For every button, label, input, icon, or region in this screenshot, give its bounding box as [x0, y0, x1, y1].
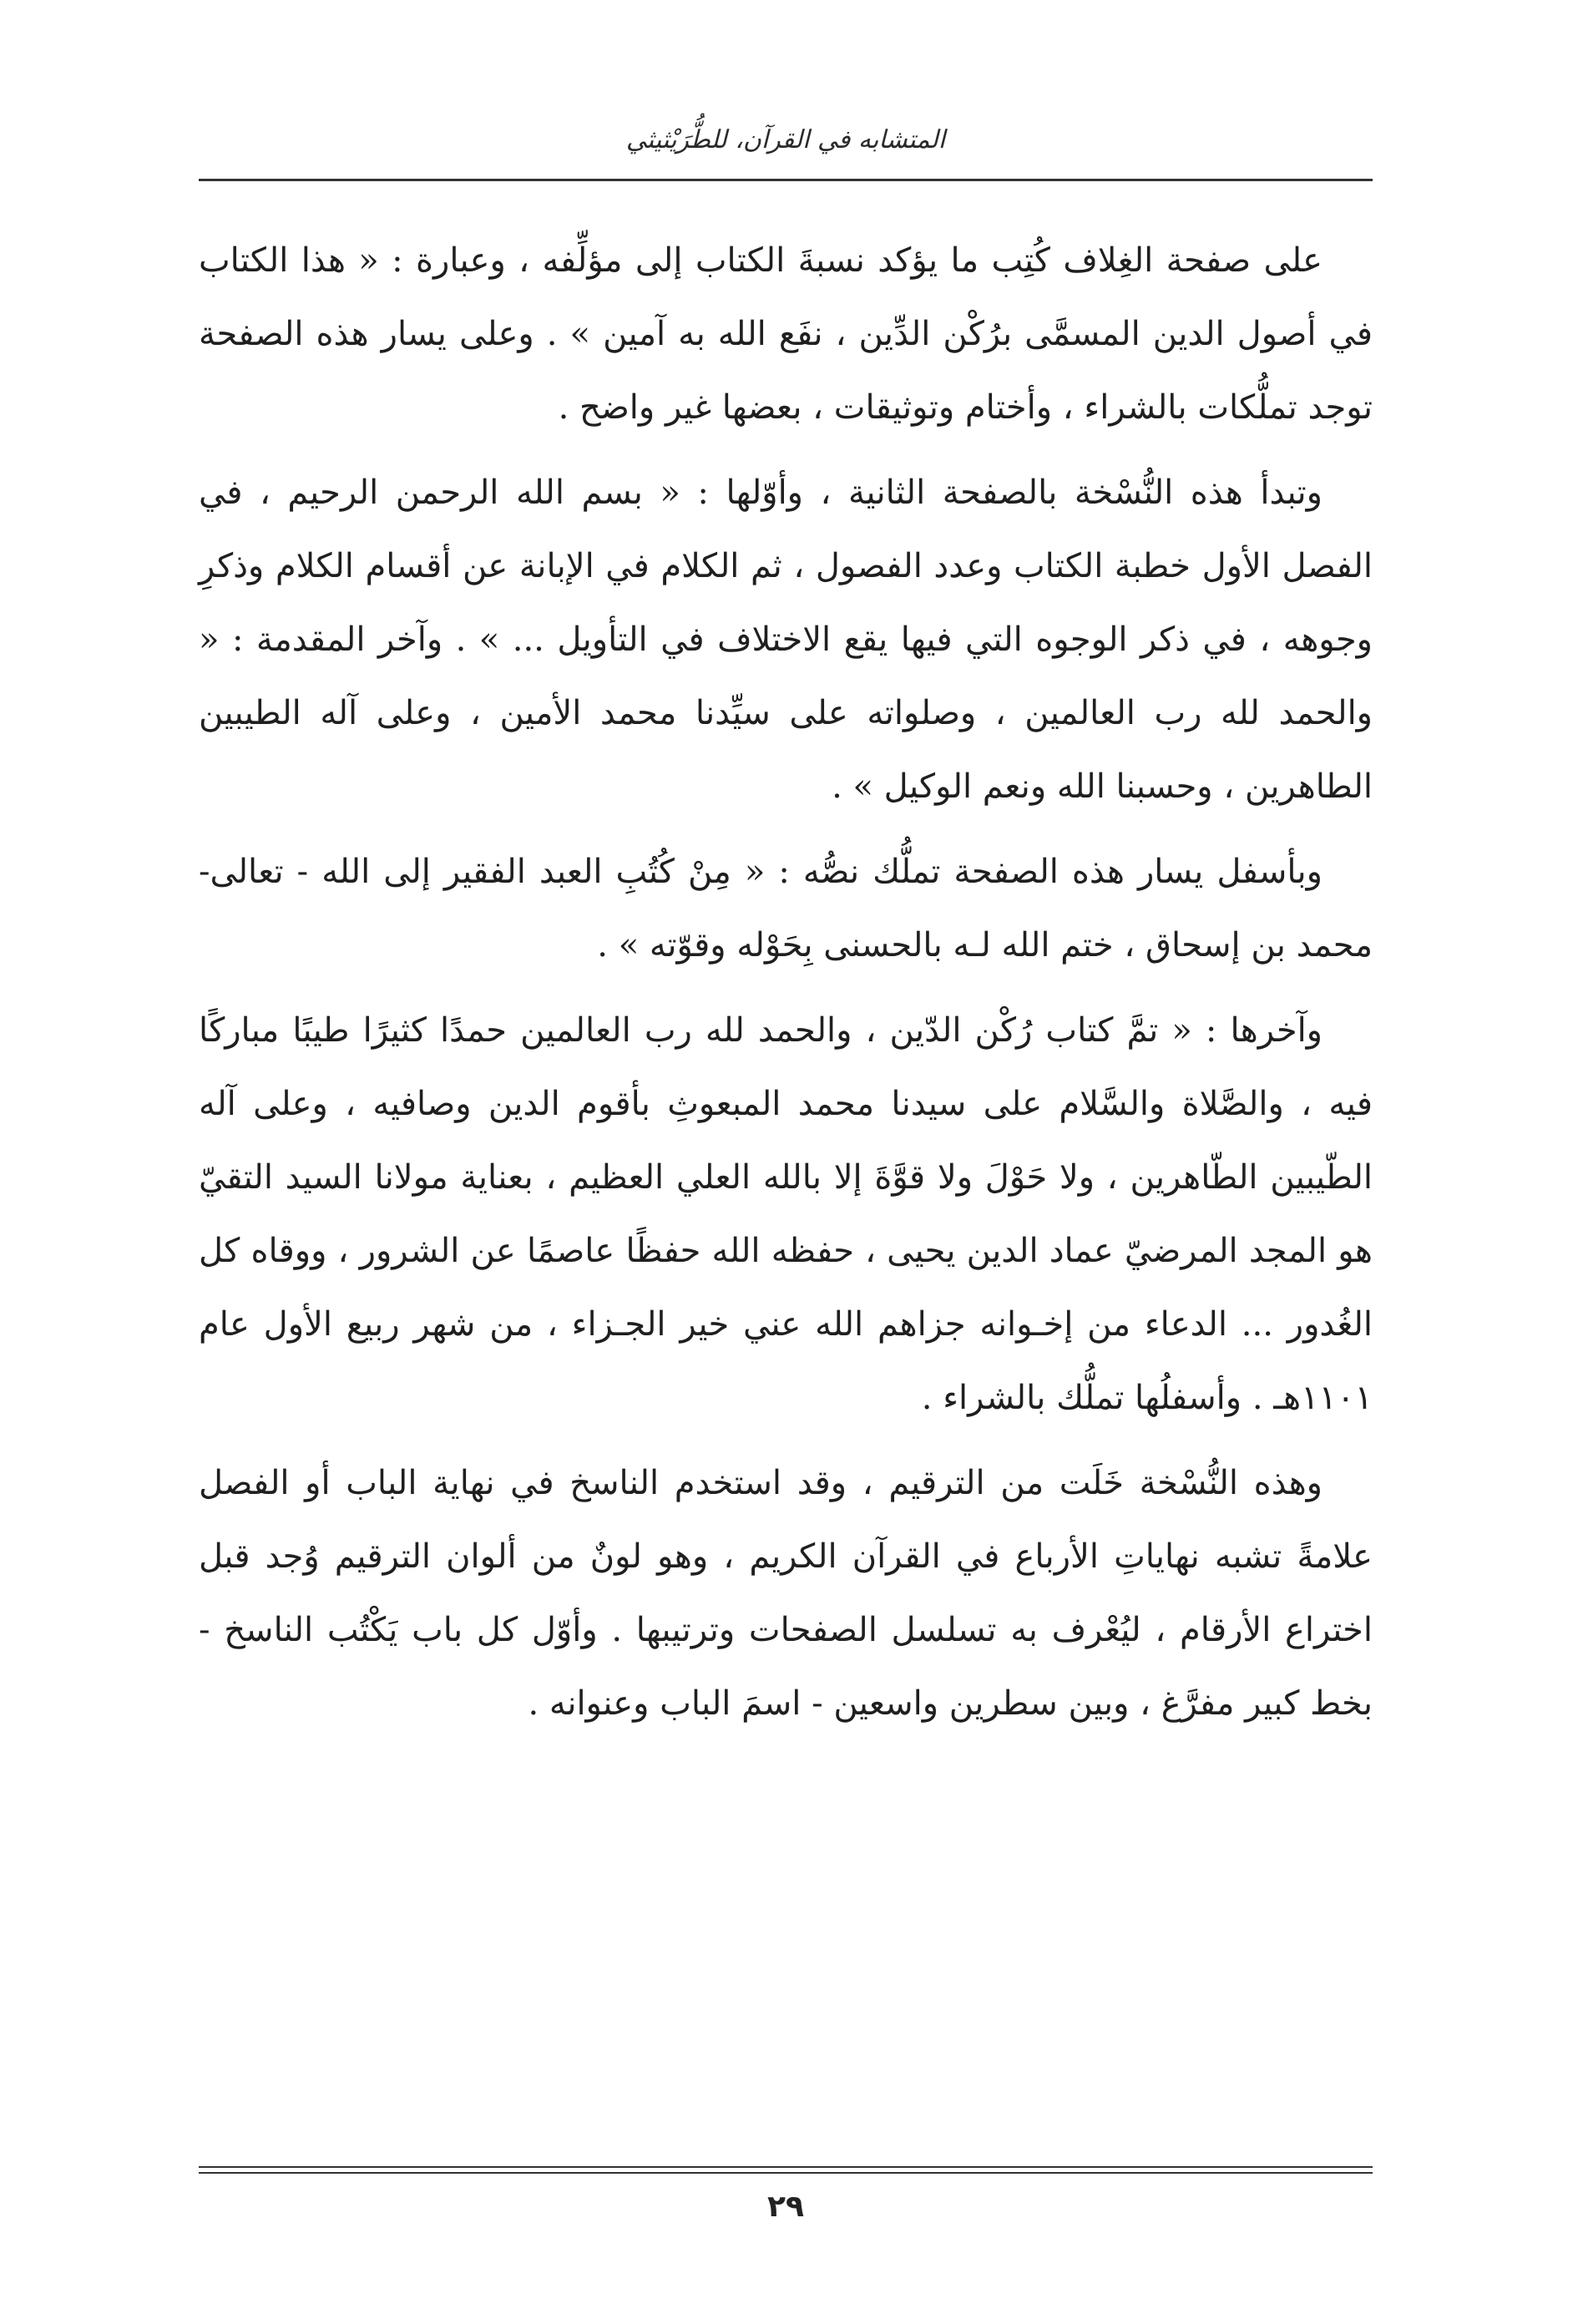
paragraph: وهذه النُّسْخة خَلَت من الترقيم ، وقد استخدم الناسخ في نهاية الباب أو الفصل علامةً تشبه نهاياتِ الأرباع في القرآن الكريم ، وهو لونٌ من ألوان الترقيم وُجد قبل اختراع الأرقام ، ليُعْرف به تسلسل الصفحات وترتيبها . وأوّل كل باب يَكْتُب الناسخ - بخط كبير مفرَّغ ، وبين سطرين واسعين - اسمَ الباب وعنوانه . [199, 1464, 1373, 1723]
paragraph: وآخرها : « تمَّ كتاب رُكْن الدّين ، والحمد لله رب العالمين حمدًا كثيرًا طيبًا مباركًا فيه ، والصَّلاة والسَّلام على سيدنا محمد المبعوثِ بأقوم الدين وصافيه ، وعلى آله الطّيبين الطّاهرين ، ولا حَوْلَ ولا قوَّةَ إلا بالله العلي العظيم ، بعناية مولانا السيد التقيّ هو المجد المرضيّ عماد الدين يحيى ، حفظه الله حفظًا عاصمًا عن الشرور ، ووقاه كل الغُدور ... الدعاء من إخـوانه جزاهم الله عني خير الجـزاء ، من شهر ربيع الأول عام ١١٠١هـ . وأسفلُها تملُّك بالشراء . [199, 1011, 1373, 1417]
paragraph: وبأسفل يسار هذه الصفحة تملُّك نصُّه : « مِنْ كُتُبِ العبد الفقير إلى الله - تعالى- محمد بن إسحاق ، ختم الله لـه بالحسنى بِحَوْله وقوّته » . [199, 853, 1373, 965]
header-rule [199, 179, 1373, 181]
paragraph: وتبدأ هذه النُّسْخة بالصفحة الثانية ، وأوّلها : « بسم الله الرحمن الرحيم ، في الفصل الأول خطبة الكتاب وعدد الفصول ، ثم الكلام في الإبانة عن أقسام الكلام وذكرِ وجوهه ، في ذكر الوجوه التي فيها يقع الاختلاف في التأويل ... » . وآخر المقدمة : « والحمد لله رب العالمين ، وصلواته على سيِّدنا محمد الأمين ، وعلى آله الطيبين الطاهرين ، وحسبنا الله ونعم الوكيل » . [199, 473, 1373, 806]
body-text [199, 224, 1373, 1752]
running-header-title: المتشابه في القرآن، للطُّرَيْثيثي [625, 125, 946, 154]
paragraph: على صفحة الغِلاف كُتِب ما يؤكد نسبةَ الكتاب إلى مؤلِّفه ، وعبارة : « هذا الكتاب في أصول الدين المسمَّى برُكْن الدِّين ، نفَع الله به آمين » . وعلى يسار هذه الصفحة توجد تملُّكات بالشراء ، وأختام وتوثيقات ، بعضها غير واضح . [199, 241, 1373, 427]
footer-rule-double [199, 2172, 1373, 2174]
page-number: ٢٩ [767, 2190, 804, 2224]
footer-rule [199, 2166, 1373, 2168]
